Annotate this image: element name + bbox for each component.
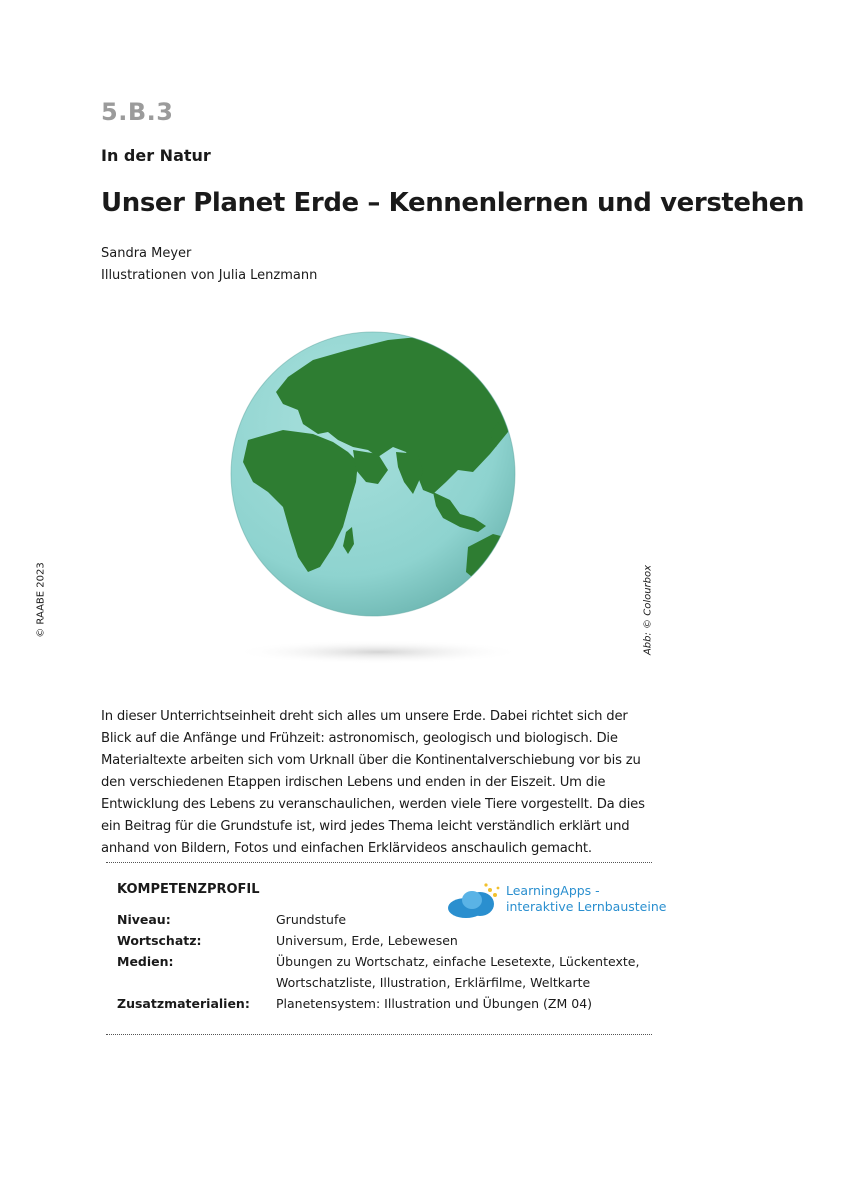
profile-value-zusatzmaterialien: Planetensystem: Illustration und Übungen (ZM 04) [276, 996, 593, 1011]
copyright-notice [34, 555, 48, 645]
profile-label-medien: Medien: [117, 954, 174, 969]
divider-bottom [106, 1034, 652, 1035]
category-heading: In der Natur [101, 146, 211, 165]
logo-line-1: LearningApps - [506, 883, 600, 898]
profile-label-niveau: Niveau: [117, 912, 171, 927]
profile-value-niveau: Grundstufe [276, 912, 347, 927]
cloud-icon [446, 880, 506, 920]
globe-icon [228, 322, 528, 672]
image-credit-text: Abb: © Colourbox [642, 564, 654, 656]
intro-paragraph: In dieser Unterrichtseinheit dreht sich alles um unsere Erde. Dabei richtet sich der Blick auf die Anfänge und Frühzeit: astronomisch, geologisch und biologisch. Die Materialtexte arbeiten sich vom Urknall über die Kontinentalverschiebung vor bis zu den verschiedenen Etappen irdischen Lebens und enden in der Eiszeit. Um die Entwicklung des Lebens zu veranschaulichen, werden viele Tiere vorgestellt. Da dies ein Beitrag für die Grundstufe ist, wird jedes Thema leicht verständlich erklärt und anhand von Bildern, Fotos und einfachen Erklärvideos anschaulich gemacht. [101, 709, 645, 856]
profile-label-wortschatz: Wortschatz: [117, 933, 202, 948]
section-number: 5.B.3 [101, 98, 174, 126]
profile-value-medien-cont: Wortschatzliste, Illustration, Erklärfilme, Weltkarte [276, 975, 591, 990]
profile-label-zusatzmaterialien: Zusatzmaterialien: [117, 996, 250, 1011]
profile-value-wortschatz: Universum, Erde, Lebewesen [276, 933, 458, 948]
globe-shadow [233, 640, 523, 664]
profile-value-medien: Übungen zu Wortschatz, einfache Lesetexte, Lückentexte, [276, 954, 640, 969]
divider-top [106, 862, 652, 863]
profile-heading: KOMPETENZPROFIL [117, 882, 260, 897]
image-credit [641, 565, 655, 655]
copyright-text: © RAABE 2023 [35, 562, 47, 638]
logo-line-2: interaktive Lernbausteine [506, 899, 667, 914]
author: Sandra Meyer [101, 246, 192, 261]
learningapps-logo [446, 880, 667, 920]
illustrator-credit: Illustrationen von Julia Lenzmann [101, 268, 318, 283]
page-title: Unser Planet Erde – Kennenlernen und verstehen [101, 188, 805, 218]
